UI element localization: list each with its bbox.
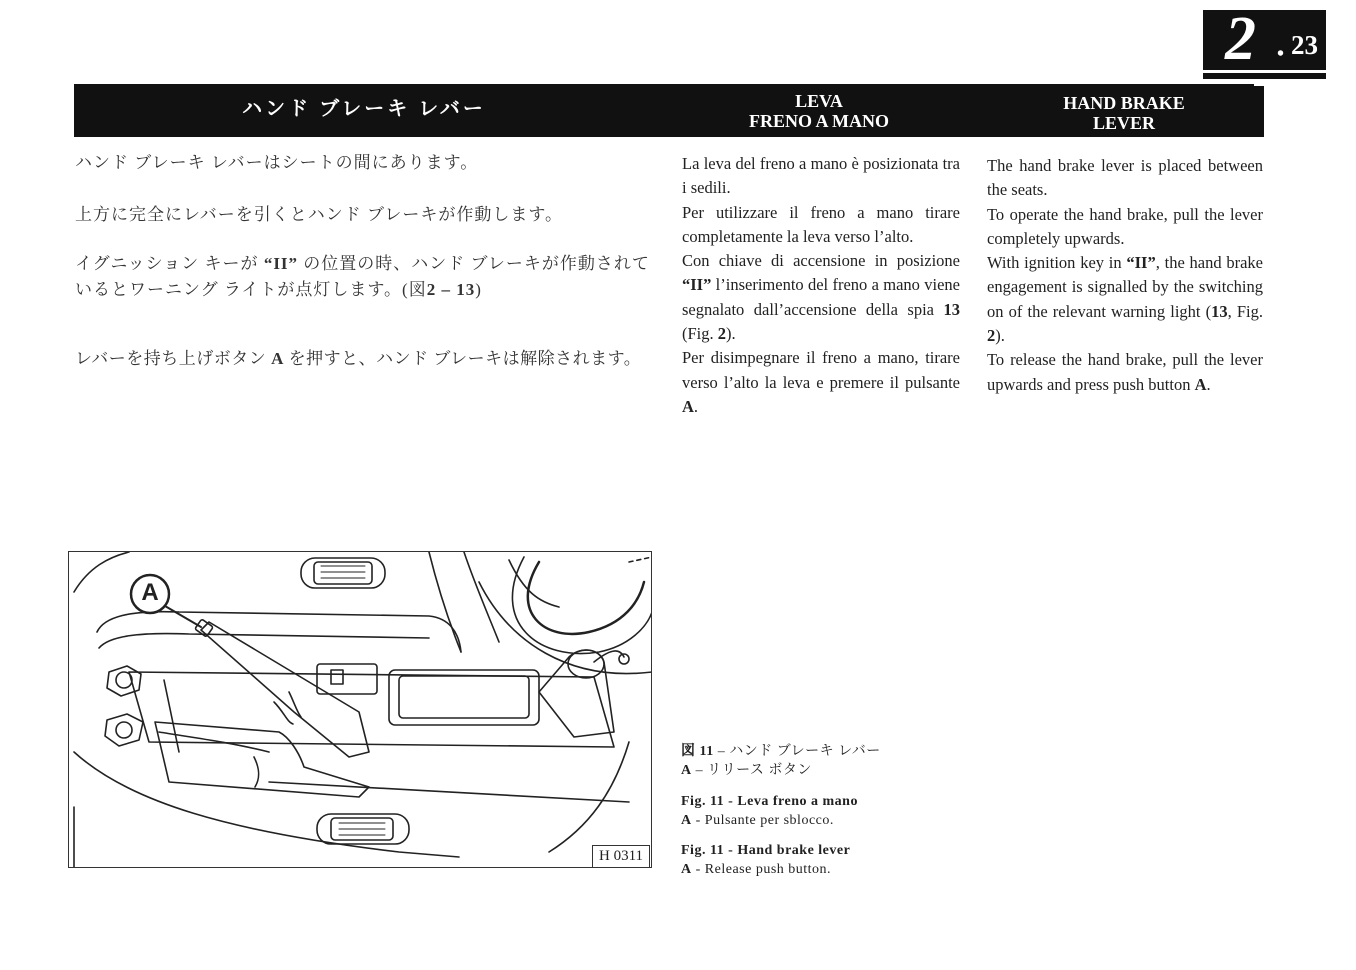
en-p3-num: 13 [1211, 301, 1228, 321]
it-p3-d: ). [726, 324, 736, 344]
header-title-english [1024, 93, 1224, 133]
section-header-bar [74, 86, 1264, 137]
jp-p4-b: を押すと、ハンド ブレーキは解除されます。 [283, 349, 642, 368]
caption-italian [681, 792, 981, 830]
jp-paragraph-1: ハンド ブレーキ レバーはシートの間にあります。 [75, 153, 479, 172]
jp-p4-a: レバーを持ち上げボタン [75, 349, 272, 368]
it-p4-a: Per disimpegnare il freno a mano, tirare verso l’alto la leva e premere il pulsante [682, 348, 960, 392]
jp-p3-b: の位置の時、ハンド ブレーキが作動されて [298, 254, 650, 273]
jp-p3-ref: 2 – 13 [426, 280, 476, 299]
jp-p3-line2: いるとワーニング ライトが点灯します。(図 [75, 280, 427, 299]
jp-p4-btn: A [271, 349, 284, 368]
it-paragraph-3 [682, 249, 960, 346]
it-p3-a: Con chiave di accensione in posizione [682, 251, 960, 271]
en-p3-c: , Fig. [1227, 301, 1263, 321]
header-it-line1: LEVA [795, 91, 843, 111]
english-column [987, 154, 1263, 397]
jp-p3-key: “II” [263, 254, 299, 273]
jp-paragraph-4 [75, 346, 675, 372]
it-paragraph-4 [682, 346, 960, 419]
callout-label-a: A [141, 579, 159, 606]
caption-jp-title: – ハンド ブレーキ レバー [713, 744, 881, 759]
caption-it-fig: Fig. 11 - Leva freno a mano [681, 794, 858, 809]
header-title-japanese: ハンド ブレーキ レバー [242, 98, 486, 120]
it-p4-b: . [693, 396, 699, 416]
en-paragraph-4 [987, 348, 1263, 397]
caption-jp-fig: 図 11 [681, 744, 714, 759]
header-title-italian [694, 91, 944, 131]
it-p3-key: “II” [682, 275, 712, 295]
caption-en-a: A [681, 862, 692, 877]
badge-dot: • [1277, 43, 1285, 65]
it-paragraph-1: La leva del freno a mano è posizionata tra i sedili. [682, 154, 960, 198]
caption-it-a-text: - Pulsante per sblocco. [691, 813, 834, 828]
en-p4-btn: A [1194, 374, 1207, 394]
caption-en-a-text: - Release push button. [691, 862, 832, 877]
en-paragraph-2: To operate the hand brake, pull the lever completely upwards. [987, 204, 1263, 248]
caption-en-fig: Fig. 11 - Hand brake lever [681, 843, 851, 858]
jp-paragraph-2: 上方に完全にレバーを引くとハンド ブレーキが作動します。 [75, 205, 564, 224]
jp-paragraph-3 [75, 251, 665, 303]
en-paragraph-1: The hand brake lever is placed between the seats. [987, 156, 1263, 200]
it-p3-b: l’inserimento del freno a mano viene segnalato dall’accensione della spia [682, 275, 960, 319]
header-it-line2: FRENO A MANO [748, 111, 889, 131]
badge-rule [1203, 73, 1326, 79]
en-p3-a: With ignition key in [987, 253, 1127, 273]
hand-brake-figure [68, 551, 652, 868]
jp-p3-a: イグニッション キーが [75, 254, 264, 273]
figure-code: H 0311 [592, 845, 650, 868]
it-p3-c: (Fig. [682, 324, 718, 344]
en-p3-b: , the hand brake engagement is signalled by the switching on of the relevant warning light ( [987, 253, 1264, 321]
it-p3-fig: 2 [717, 324, 727, 344]
chapter-number: 2 [1225, 5, 1256, 73]
en-p3-d: ). [995, 326, 1005, 346]
caption-it-a: A [681, 813, 692, 828]
it-p4-btn: A [682, 396, 694, 416]
en-p3-fig: 2 [987, 326, 996, 346]
page-number: 23 [1291, 30, 1318, 60]
italian-column [682, 152, 960, 419]
it-p3-num: 13 [943, 299, 960, 319]
en-p4-b: . [1206, 374, 1211, 394]
caption-japanese [681, 742, 981, 780]
caption-english [681, 841, 981, 879]
en-p4-a: To release the hand brake, pull the lever upwards and press push button [987, 350, 1263, 394]
en-paragraph-3 [987, 251, 1263, 348]
caption-jp-a: A [681, 763, 692, 778]
jp-p3-close: ) [475, 280, 482, 299]
page-number-badge [1203, 5, 1326, 73]
en-p3-key: “II” [1126, 253, 1156, 273]
caption-jp-a-text: – リリース ボタン [691, 763, 812, 778]
header-en-line1: HAND BRAKE [1063, 93, 1185, 113]
it-paragraph-2: Per utilizzare il freno a mano tirare completamente la leva verso l’alto. [682, 202, 960, 246]
header-en-line2: LEVER [1092, 113, 1155, 133]
